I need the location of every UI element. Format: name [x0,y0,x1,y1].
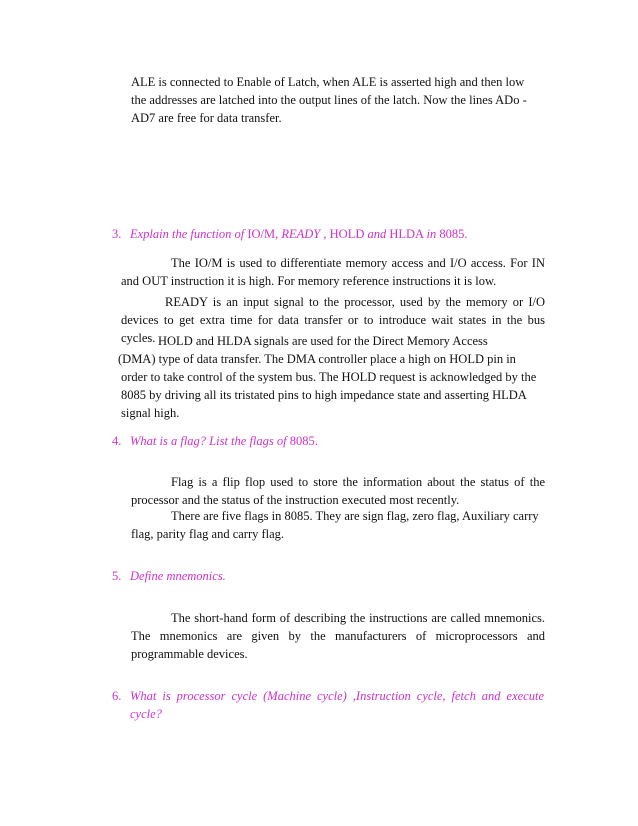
paragraph-line: order to take control of the system bus. The HOLD request is acknowledged by the [121,370,537,384]
paragraph-line: The short-hand form of describing the instructions are called mnemonics. [171,611,545,625]
question-number: 3. [112,227,122,241]
paragraph-line: The IO/M is used to differentiate memory access and I/O access. For IN [171,256,545,270]
question-6-heading [112,687,544,723]
question-text: What is processor cycle (Machine cycle) ,Instruction cycle, fetch and execute [130,689,544,703]
paragraph-line: cycles. [121,331,156,345]
intro-line: the addresses are latched into the output lines of the latch. Now the lines ADo - [131,93,527,107]
paragraph-line: processor and the status of the instruction executed most recently. [131,493,460,507]
intro-paragraph [131,73,551,127]
question-3-heading [112,225,552,243]
paragraph-line: READY is an input signal to the processor, used by the memory or I/O [165,295,545,309]
paragraph-line: and OUT instruction it is high. For memory reference instructions it is low. [121,274,497,288]
question-4-heading [112,432,552,450]
question-text-continuation: cycle? [130,707,162,721]
paragraph-line: signal high. [121,406,180,420]
intro-line: ALE is connected to Enable of Latch, when ALE is asserted high and then low [131,75,525,89]
answer-4-five-paragraph [131,507,545,543]
question-text: Define mnemonics. [130,569,226,583]
paragraph-line: devices to get extra time for data transfer or to introduce wait states in the bus [121,313,545,327]
question-number: 4. [112,434,122,448]
answer-3-hold-paragraph [118,332,548,422]
question-text: Explain the function of IO/M, READY , HOLD and HLDA in 8085. [130,227,468,241]
question-5-heading [112,567,552,585]
answer-4-flag-paragraph [131,473,545,509]
paragraph-line: programmable devices. [131,647,248,661]
question-text: What is a flag? List the flags of 8085. [130,434,318,448]
paragraph-line: (DMA) type of data transfer. The DMA controller place a high on HOLD pin in [118,352,516,366]
intro-line: AD7 are free for data transfer. [131,111,282,125]
paragraph-line: HOLD and HLDA signals are used for the Direct Memory Access [158,334,488,348]
paragraph-line: Flag is a flip flop used to store the information about the status of the [171,475,545,489]
paragraph-line: 8085 by driving all its tristated pins to high impedance state and asserting HLDA [121,388,527,402]
question-number: 6. [112,689,122,703]
paragraph-line: The mnemonics are given by the manufacturers of microprocessors and [131,629,545,643]
answer-3-iom-paragraph [121,254,545,290]
question-number: 5. [112,569,122,583]
paragraph-line: flag, parity flag and carry flag. [131,527,285,541]
paragraph-line: There are five flags in 8085. They are sign flag, zero flag, Auxiliary carry [171,509,539,523]
answer-5-mnemonics-paragraph [131,609,545,663]
